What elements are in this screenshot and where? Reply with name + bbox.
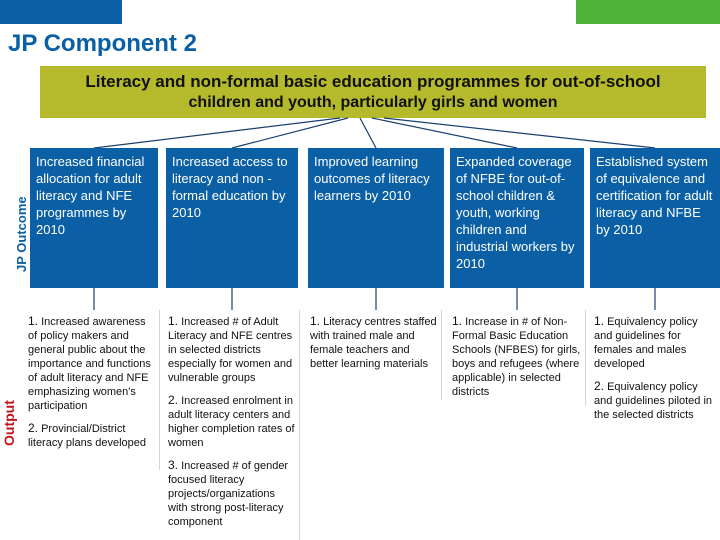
component-outcome-line-1: Literacy and non-formal basic education programmes for out-of-school [85, 72, 661, 91]
output-item: 2. Increased enrolment in adult literacy centers and higher completion rates of women [168, 393, 295, 449]
output-item: 1. Increased awareness of policy makers and general public about the importance and functions of adult literacy and NFE emphasizing women's participation [28, 314, 151, 412]
page-title: JP Component 2 [8, 30, 197, 57]
output-item: 1. Increase in # of Non-Formal Basic Education Schools (NFBES) for girls, boys and refugees (where applicable) in selected districts [452, 314, 581, 398]
jp-outcome-label: JP Outcome [14, 196, 29, 272]
connector-to-outcome-4 [372, 118, 517, 148]
output-item: 1. Increased # of Adult Literacy and NFE centres in selected districts especially for women and vulnerable groups [168, 314, 293, 384]
connector-to-outcome-3 [360, 118, 376, 148]
output-column-4 [450, 310, 586, 406]
output-column-2 [166, 310, 300, 540]
connector-to-outcome-5 [384, 118, 655, 148]
output-label: Output [1, 400, 17, 446]
output-column-3 [308, 310, 442, 400]
outcome-card-increased-access: Increased access to literacy and non -formal education by 2010 [166, 148, 298, 288]
output-item: 2. Equivalency policy and guidelines piloted in the selected districts [594, 379, 713, 421]
outcome-card-equivalence-system: Established system of equivalence and certification for adult literacy and NFBE by 2010 [590, 148, 720, 288]
output-item: 3. Increased # of gender focused literacy projects/organizations with strong post-literacy component [168, 458, 289, 528]
connector-to-outcome-2 [232, 118, 348, 148]
output-item: 1. Equivalency policy and guidelines for females and males developed [594, 314, 698, 370]
component-outcome-line-2: children and youth, particularly girls and women [188, 94, 558, 111]
output-column-1 [26, 310, 160, 470]
output-item: 1. Literacy centres staffed with trained male and female teachers and better learning materials [310, 314, 437, 370]
outcome-card-financial-allocation: Increased financial allocation for adult literacy and NFE programmes by 2010 [30, 148, 158, 288]
output-column-5 [592, 310, 720, 430]
outcome-card-learning-outcomes: Improved learning outcomes of literacy learners by 2010 [308, 148, 444, 288]
output-item: 2. Provincial/District literacy plans developed [28, 421, 147, 449]
connector-to-outcome-1 [94, 118, 340, 148]
outcome-card-nfbe-coverage: Expanded coverage of NFBE for out-of-school children & youth, working children and industrial workers by 2010 [450, 148, 584, 288]
